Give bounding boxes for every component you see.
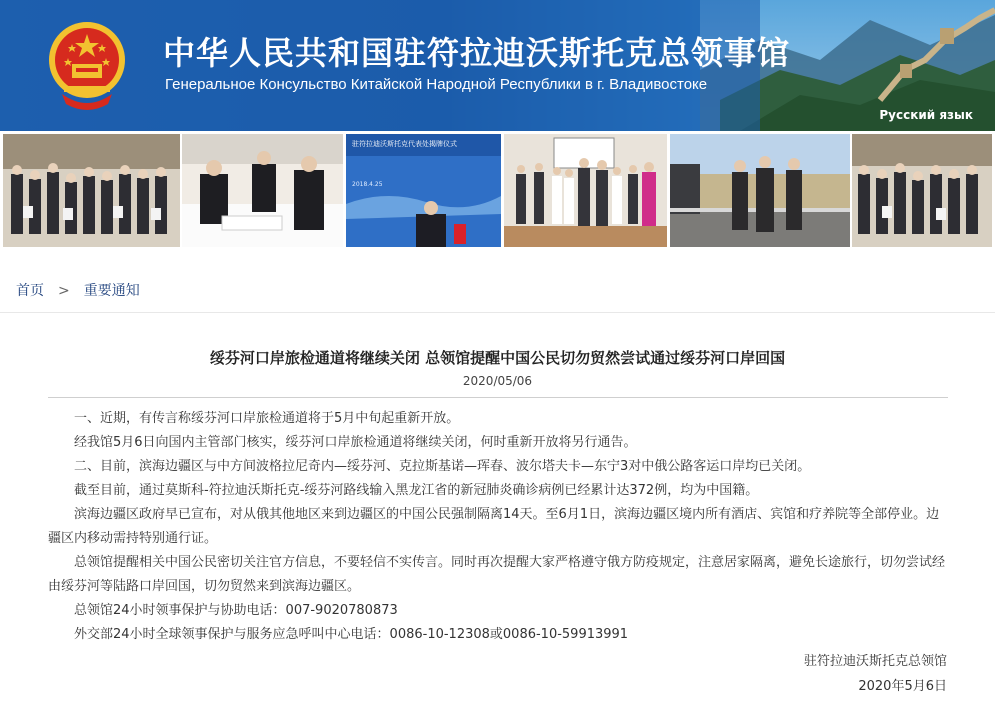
breadcrumb-current-link[interactable]: 重要通知 <box>83 283 140 299</box>
article-paragraph-hotline-global: 外交部24小时全球领事保护与服务应急呼叫中心电话：0086-10-12308或0086-10-59913991 <box>74 627 629 642</box>
photo-strip <box>0 131 995 249</box>
article-divider <box>48 397 948 398</box>
breadcrumb-home-link[interactable]: 首页 <box>16 283 44 299</box>
russian-language-link[interactable]: Русский язык <box>879 108 973 122</box>
article-sign-date: 2020年5月6日 <box>858 679 947 694</box>
photo-signing[interactable] <box>182 134 343 247</box>
site-banner <box>0 0 995 131</box>
photo-classroom[interactable] <box>504 134 667 247</box>
article-paragraph: 截至目前，通过莫斯科-符拉迪沃斯托克-绥芬河路线输入黑龙江省的新冠肺炎确诊病例已经累计达372例，均为中国籍。 <box>74 483 759 498</box>
article-paragraph: 二、目前，滨海边疆区与中方间波格拉尼奇内—绥芬河、克拉斯基诺—珲春、波尔塔夫卡—东宁3对中俄公路客运口岸均已关闭。 <box>74 459 811 474</box>
breadcrumb-divider <box>0 312 995 313</box>
article-date: 2020/05/06 <box>462 374 533 388</box>
article-paragraph: 总领馆提醒相关中国公民密切关注官方信息，不要轻信不实传言。同时再次提醒大家严格遵守俄方防疫规定，注意居家隔离，避免长途旅行，切勿尝试经由绥芬河等陆路口岸回国，切勿贸然来到滨海边疆区。 <box>48 555 946 594</box>
photo-group-2[interactable] <box>852 134 992 247</box>
ceremony-banner-text: 驻符拉迪沃斯托克代表处揭牌仪式 <box>352 140 457 148</box>
article-body <box>48 407 950 647</box>
site-title-russian: Генеральное Консульство Китайской Народной Республики в г. Владивостоке <box>165 76 708 93</box>
photo-border[interactable] <box>670 134 850 247</box>
site-title-chinese: 中华人民共和国驻符拉迪沃斯托克总领事馆 <box>163 34 791 72</box>
article-paragraph: 滨海边疆区政府早已宣布，对从俄其他地区来到边疆区的中国公民强制隔离14天。至6月1日，滨海边疆区境内所有酒店、宾馆和疗养院等全部停业。边疆区内移动需持特别通行证。 <box>48 507 940 546</box>
breadcrumb-separator-icon: > <box>58 283 70 299</box>
photo-ceremony[interactable] <box>346 134 501 247</box>
breadcrumb <box>16 280 140 300</box>
article-signature: 驻符拉迪沃斯托克总领馆 <box>803 654 947 669</box>
article-paragraph-hotline: 总领馆24小时领事保护与协助电话：007-9020780873 <box>74 603 398 618</box>
article-paragraph: 一、近期，有传言称绥芬河口岸旅检通道将于5月中旬起重新开放。 <box>74 411 460 426</box>
national-emblem-icon <box>44 16 130 112</box>
ceremony-date-text: 2018.4.25 <box>352 181 383 188</box>
article-title: 绥芬河口岸旅检通道将继续关闭 总领馆提醒中国公民切勿贸然尝试通过绥芬河口岸回国 <box>209 349 786 367</box>
article-paragraph: 经我馆5月6日向国内主管部门核实，绥芬河口岸旅检通道将继续关闭，何时重新开放将另行通告。 <box>74 435 637 450</box>
photo-group-1[interactable] <box>3 134 180 247</box>
